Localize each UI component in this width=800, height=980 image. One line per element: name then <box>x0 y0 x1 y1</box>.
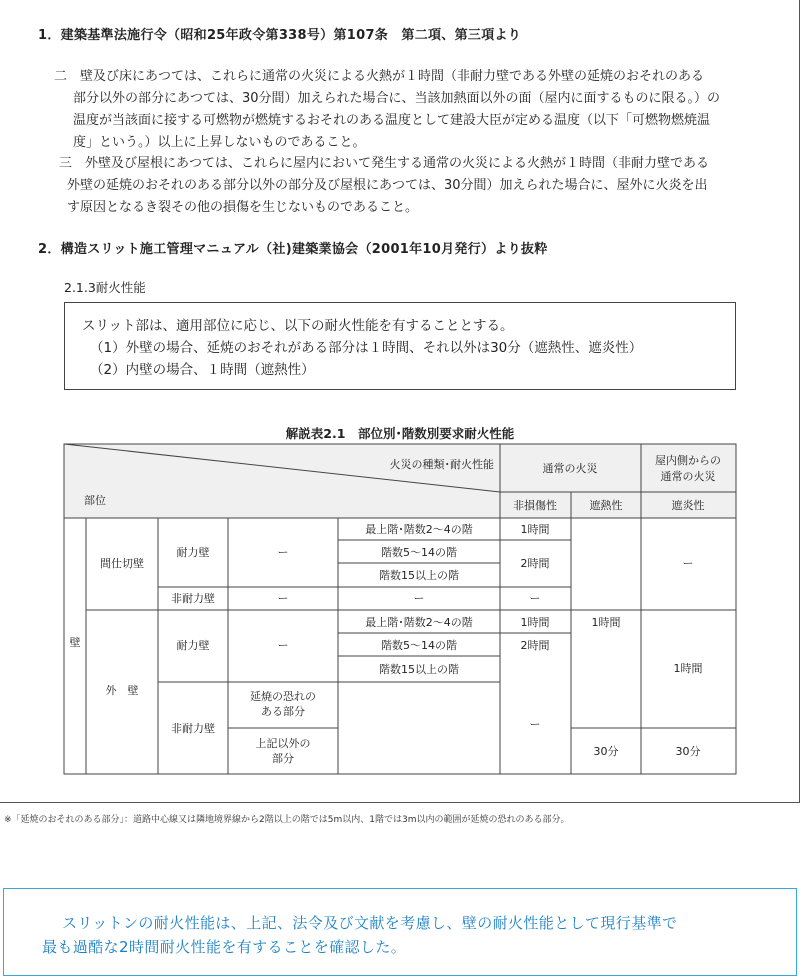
col-non-damage: 非損傷性 <box>513 499 557 512</box>
header-fire-type: 火災の種類･耐火性能 <box>389 458 494 471</box>
cell-1h: 1時間 <box>673 662 703 675</box>
summary-line-2: 最も過酷な2時間耐火性能を有することを確認した。 <box>42 938 407 956</box>
row-nonloadbearing: 非耐力壁 <box>171 722 215 735</box>
box-line-1: スリット部は、適用部位に応じ、以下の耐火性能を有することとする。 <box>82 318 514 334</box>
cell-2h: 2時間 <box>520 639 550 652</box>
cell-floor-top: 最上階･階数2〜4の階 <box>365 523 473 536</box>
col-insulation: 遮熱性 <box>589 499 623 512</box>
section1-heading: 1．建築基準法施行令（昭和25年政令第338号）第107条 第二項、第三項より <box>38 28 522 43</box>
cell-dash: ー <box>682 557 694 570</box>
header-indoor-fire-1: 屋内側からの <box>655 454 721 467</box>
cell-1h: 1時間 <box>520 523 550 536</box>
cell-floor-top: 最上階･階数2〜4の階 <box>365 616 473 629</box>
row-loadbearing: 耐力壁 <box>176 639 210 652</box>
header-normal-fire: 通常の火災 <box>542 462 598 475</box>
item-marker: 三 <box>59 156 73 171</box>
cell-1h: 1時間 <box>520 616 550 629</box>
item-marker: 二 <box>54 69 68 84</box>
cell-floor-15: 階数15以上の階 <box>379 663 459 676</box>
cell-spread-risk-1: 延焼の恐れの <box>250 690 316 703</box>
box-line-2: （1）外壁の場合、延焼のおそれがある部分は１時間、それ以外は30分（遮熱性、遮炎性） <box>90 340 643 356</box>
row-exterior: 外 壁 <box>105 684 139 697</box>
cell-dash: ー <box>277 639 289 652</box>
header-part: 部位 <box>84 494 106 507</box>
cell-floor-5-14: 階数5〜14の階 <box>381 546 457 559</box>
article-item-2: 二 壁及び床にあつては、これらに通常の火災による火熱が１時間（非耐力壁である外壁の延焼のおそれのある 部分以外の部分にあつては、30分間）加えられた場合に、当該加熱面以外の面（屋内に面するものに限る。）の 温度が当該面に接する可燃物が燃焼するおそれのある温度として建設大臣が定める温度（以下「可燃物燃焼温 度」という。）以上に上昇しないものであること。 <box>54 69 721 150</box>
cell-floor-15: 階数15以上の階 <box>379 569 459 582</box>
cell-dash: ー <box>413 592 425 605</box>
cell-floor-5-14: 階数5〜14の階 <box>381 639 457 652</box>
cell-dash: ー <box>277 592 289 605</box>
article-item-3: 三 外壁及び屋根にあつては、これらに屋内において発生する通常の火災による火熱が１時間（非耐力壁である 外壁の延焼のおそれのある部分以外の部分及び屋根にあつては、30分間）加えられた場合に、屋外に火炎を出 す原因となるき裂その他の損傷を生じないものであること。 <box>59 156 710 215</box>
col-flame-barrier: 遮炎性 <box>671 499 705 512</box>
cell-spread-risk-2: ある部分 <box>261 705 305 718</box>
row-loadbearing: 耐力壁 <box>176 546 210 559</box>
row-nonloadbearing: 非耐力壁 <box>171 592 215 605</box>
row-wall: 壁 <box>69 636 81 649</box>
header-indoor-fire-2: 通常の火災 <box>660 470 716 483</box>
summary-box <box>3 888 797 976</box>
footnote: ※「延焼のおそれのある部分」：道路中心線又は隣地境界線から2階以上の階では5m以内、1階では3m以内の範囲が延焼の恐れのある部分。 <box>4 815 570 825</box>
cell-30min: 30分 <box>675 745 701 758</box>
box-line-3: （2）内壁の場合、１時間（遮熱性） <box>90 362 315 378</box>
cell-1h: 1時間 <box>591 616 621 629</box>
cell-other-part-1: 上記以外の <box>255 737 311 750</box>
table-caption: 解説表2.1 部位別･階数別要求耐火性能 <box>285 426 515 441</box>
cell-other-part-2: 部分 <box>272 752 294 765</box>
row-partition: 間仕切壁 <box>100 557 144 570</box>
cell-30min: 30分 <box>593 745 619 758</box>
section2-heading: 2．構造スリット施工管理マニュアル（社)建築業協会（2001年10月発行）より抜粋 <box>38 242 548 257</box>
cell-dash: ー <box>529 718 541 731</box>
cell-2h: 2時間 <box>520 557 550 570</box>
section2-subheading: 2.1.3耐火性能 <box>64 280 146 295</box>
summary-line-1: スリットンの耐火性能は、上記、法令及び文献を考慮し、壁の耐火性能として現行基準で <box>62 914 678 932</box>
cell-dash: ー <box>529 592 541 605</box>
cell-dash: ー <box>277 546 289 559</box>
